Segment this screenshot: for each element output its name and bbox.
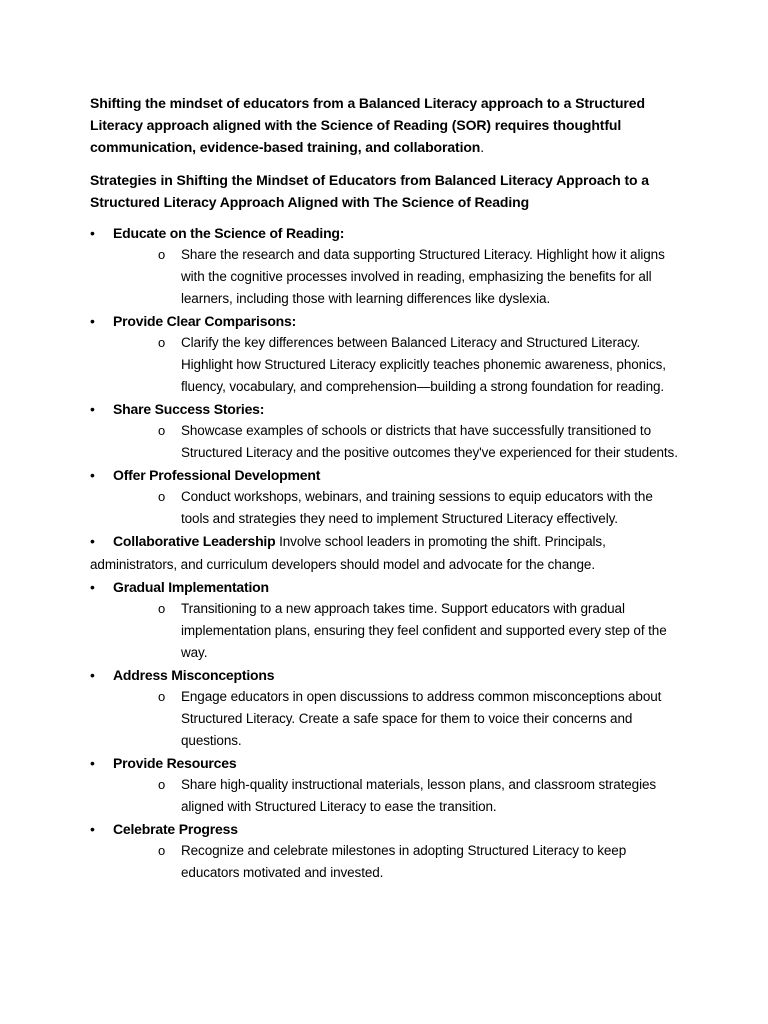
list-item <box>90 310 680 398</box>
sub-list-item <box>158 486 680 530</box>
sub-bullet-icon: o <box>158 423 166 438</box>
sub-list <box>113 774 680 818</box>
list-item <box>90 752 680 818</box>
sub-list <box>113 420 680 464</box>
sub-list-item <box>158 598 680 664</box>
bullet-icon: • <box>90 467 95 483</box>
strategies-heading: Strategies in Shifting the Mindset of Educators from Balanced Literacy Approach to a Structured Literacy Approach Aligned with The Science of Reading <box>90 172 649 210</box>
bullet-icon: • <box>90 225 95 241</box>
sub-list <box>113 686 680 752</box>
list-item <box>90 576 680 664</box>
item-inline-text: Involve school leaders in promoting the shift. Principals, administrators, and curriculum developers should model and advocate for the change. <box>90 534 606 572</box>
sub-bullet-icon: o <box>158 335 166 350</box>
sub-item-text: Share high-quality instructional materials, lesson plans, and classroom strategies aligned with Structured Literacy to ease the transition. <box>181 777 657 814</box>
sub-list <box>113 332 680 398</box>
sub-item-text: Engage educators in open discussions to address common misconceptions about Structured Literacy. Create a safe space for them to voice their concerns and questions. <box>181 689 662 748</box>
item-label: Celebrate Progress <box>113 821 238 837</box>
sub-item-text: Recognize and celebrate milestones in adopting Structured Literacy to keep educators motivated and invested. <box>181 843 627 880</box>
sub-list <box>113 244 680 310</box>
sub-list-item <box>158 774 680 818</box>
item-label: Share Success Stories: <box>113 401 265 417</box>
sub-bullet-icon: o <box>158 601 166 616</box>
intro-tail-text: . <box>480 139 485 155</box>
item-label: Provide Resources <box>113 755 237 771</box>
intro-bold-text: Shifting the mindset of educators from a Balanced Literacy approach to a Structured Literacy approach aligned with the Science of Reading (SOR) requires thoughtful communication, evidence-based training, and collaboration <box>90 95 645 155</box>
sub-bullet-icon: o <box>158 247 166 262</box>
bullet-icon: • <box>90 313 95 329</box>
list-item <box>90 222 680 310</box>
sub-item-text: Clarify the key differences between Balanced Literacy and Structured Literacy. Highlight how Structured Literacy explicitly teaches phonemic awareness, phonics, fluency, vocabulary, and comprehension—building a strong foundation for reading. <box>181 335 666 394</box>
bullet-icon: • <box>90 755 95 771</box>
list-item <box>90 818 680 884</box>
item-label: Provide Clear Comparisons: <box>113 313 297 329</box>
sub-list-item <box>158 840 680 884</box>
sub-item-text: Transitioning to a new approach takes time. Support educators with gradual implementation plans, ensuring they feel confident and supported every step of the way. <box>181 601 667 660</box>
item-label: Address Misconceptions <box>113 667 275 683</box>
sub-bullet-icon: o <box>158 843 166 858</box>
sub-item-text: Conduct workshops, webinars, and training sessions to equip educators with the tools and strategies they need to implement Structured Literacy effectively. <box>181 489 653 526</box>
item-label: Offer Professional Development <box>113 467 321 483</box>
bullet-icon: • <box>90 533 95 549</box>
sub-bullet-icon: o <box>158 777 166 792</box>
sub-list <box>113 840 680 884</box>
sub-item-text: Share the research and data supporting Structured Literacy. Highlight how it aligns with the cognitive processes involved in reading, emphasizing the benefits for all learners, including those with learning differences like dyslexia. <box>181 247 665 306</box>
sub-list <box>113 486 680 530</box>
list-item <box>90 530 680 576</box>
sub-bullet-icon: o <box>158 689 166 704</box>
item-label: Collaborative Leadership <box>113 533 276 549</box>
document-page <box>90 92 680 884</box>
sub-list-item <box>158 420 680 464</box>
sub-item-text: Showcase examples of schools or districts that have successfully transitioned to Structured Literacy and the positive outcomes they've experienced for their students. <box>181 423 678 460</box>
list-item <box>90 464 680 530</box>
sub-list-item <box>158 244 680 310</box>
sub-list-item <box>158 686 680 752</box>
bullet-icon: • <box>90 821 95 837</box>
item-label: Gradual Implementation <box>113 579 269 595</box>
intro-paragraph <box>90 92 680 158</box>
strategies-list <box>90 222 680 884</box>
bullet-icon: • <box>90 667 95 683</box>
list-item <box>90 398 680 464</box>
item-label: Educate on the Science of Reading: <box>113 225 345 241</box>
sub-list-item <box>158 332 680 398</box>
bullet-icon: • <box>90 401 95 417</box>
sub-bullet-icon: o <box>158 489 166 504</box>
bullet-icon: • <box>90 579 95 595</box>
list-item <box>90 664 680 752</box>
sub-list <box>113 598 680 664</box>
